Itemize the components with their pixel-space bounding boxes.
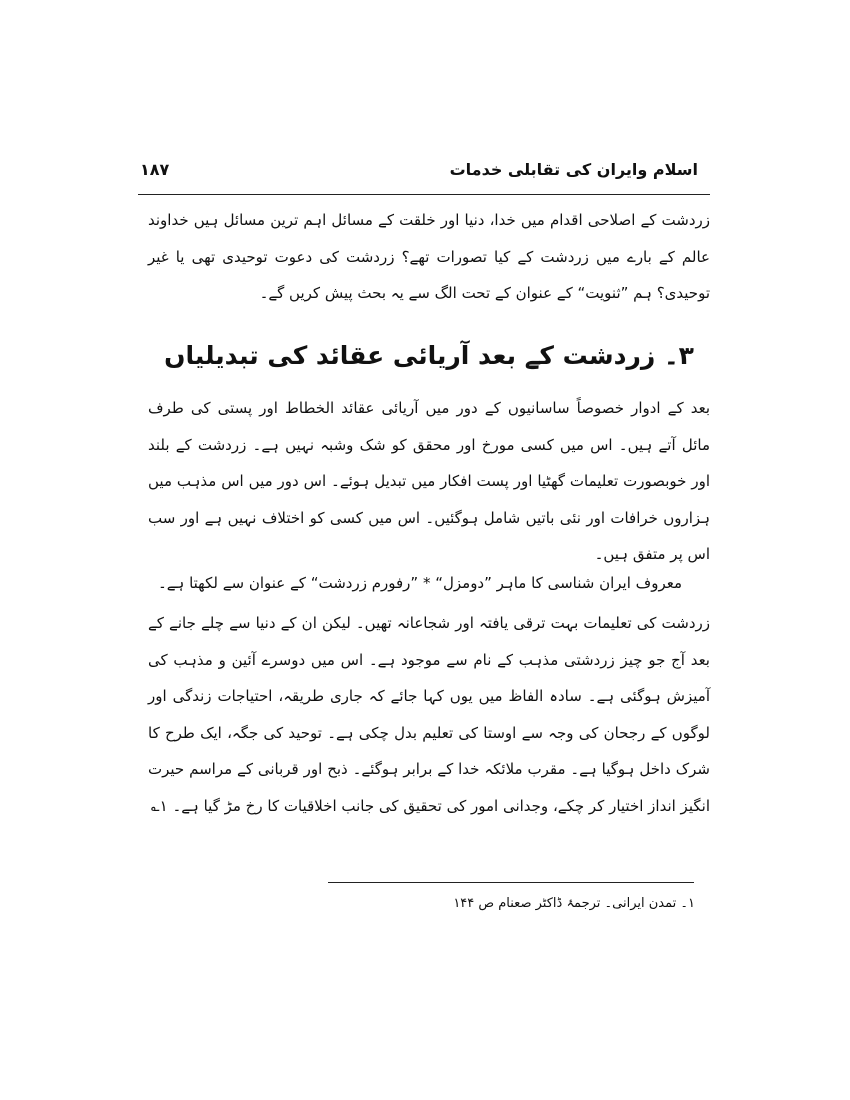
section-heading: ۳۔ زردشت کے بعد آریائی عقائد کی تبدیلیاں bbox=[164, 341, 694, 370]
footnote: ۱۔ تمدن ایرانی۔ ترجمۂ ڈاکٹر صعنام ص ۱۴۴ bbox=[453, 896, 695, 911]
header-divider bbox=[138, 194, 710, 195]
running-header-title: اسلام وایران کی تقابلی خدمات bbox=[449, 160, 698, 179]
footnote-divider bbox=[328, 882, 694, 883]
body-paragraph-3: معروف ایران شناسی کا ماہر ”دومزل“ * ”رفورم زردشت“ کے عنوان سے لکھتا ہے۔ bbox=[157, 574, 682, 592]
body-paragraph-2: بعد کے ادوار خصوصاً ساسانیوں کے دور میں آریائی عقائد الخطاط اور پستی کی طرف مائل آتے ہیں۔ اس میں کسی مورخ اور محقق کو شک وشبہ نہیں ہے۔ زردشت کے بلند اور خوبصورت تعلیمات گھٹیا اور پست افکار میں تبدیل ہوئے۔ اس دور میں اس مذہب میں ہزاروں خرافات اور نئی باتیں شامل ہوگئیں۔ اس میں کسی کو اختلاف نہیں ہے اور سب اس پر متفق ہیں۔ bbox=[148, 399, 710, 563]
body-paragraph-4: زردشت کی تعلیمات بہت ترقی یافتہ اور شجاعانہ تھیں۔ لیکن ان کے دنیا سے چلے جانے کے بعد آج جو چیز زردشتی مذہب کے نام سے موجود ہے۔ اس میں دوسرے آئین و مذہب کی آمیزش ہوگئی ہے۔ سادہ الفاظ میں یوں کہا جائے کہ جاری طریقہ، احتیاجات زندگی اور لوگوں کے رجحان کی وجہ سے اوستا کی تعلیم بدل چکی ہے۔ توحید کی جگہ، ایک طرح کا شرک داخل ہوگیا ہے۔ مقرب ملائکہ خدا کے برابر ہوگئے۔ ذبح اور قربانی کے مراسم حیرت انگیز انداز اختیار کر چکے، وجدانی امور کی تحقیق کی جانب اخلاقیات کا رخ مڑ گیا ہے۔ ۱؎ bbox=[148, 614, 710, 815]
body-paragraph-1: زردشت کے اصلاحی اقدام میں خدا، دنیا اور خلقت کے مسائل اہم ترین مسائل ہیں خداوند عالم کے بارے میں زردشت کے کیا تصورات تھے؟ زردشت کی دعوت توحیدی تھی یا غیر توحیدی؟ ہم ”ثنویت“ کے عنوان کے تحت الگ سے یہ بحث پیش کریں گے۔ bbox=[148, 211, 710, 302]
page-number: ۱۸۷ bbox=[140, 160, 170, 179]
